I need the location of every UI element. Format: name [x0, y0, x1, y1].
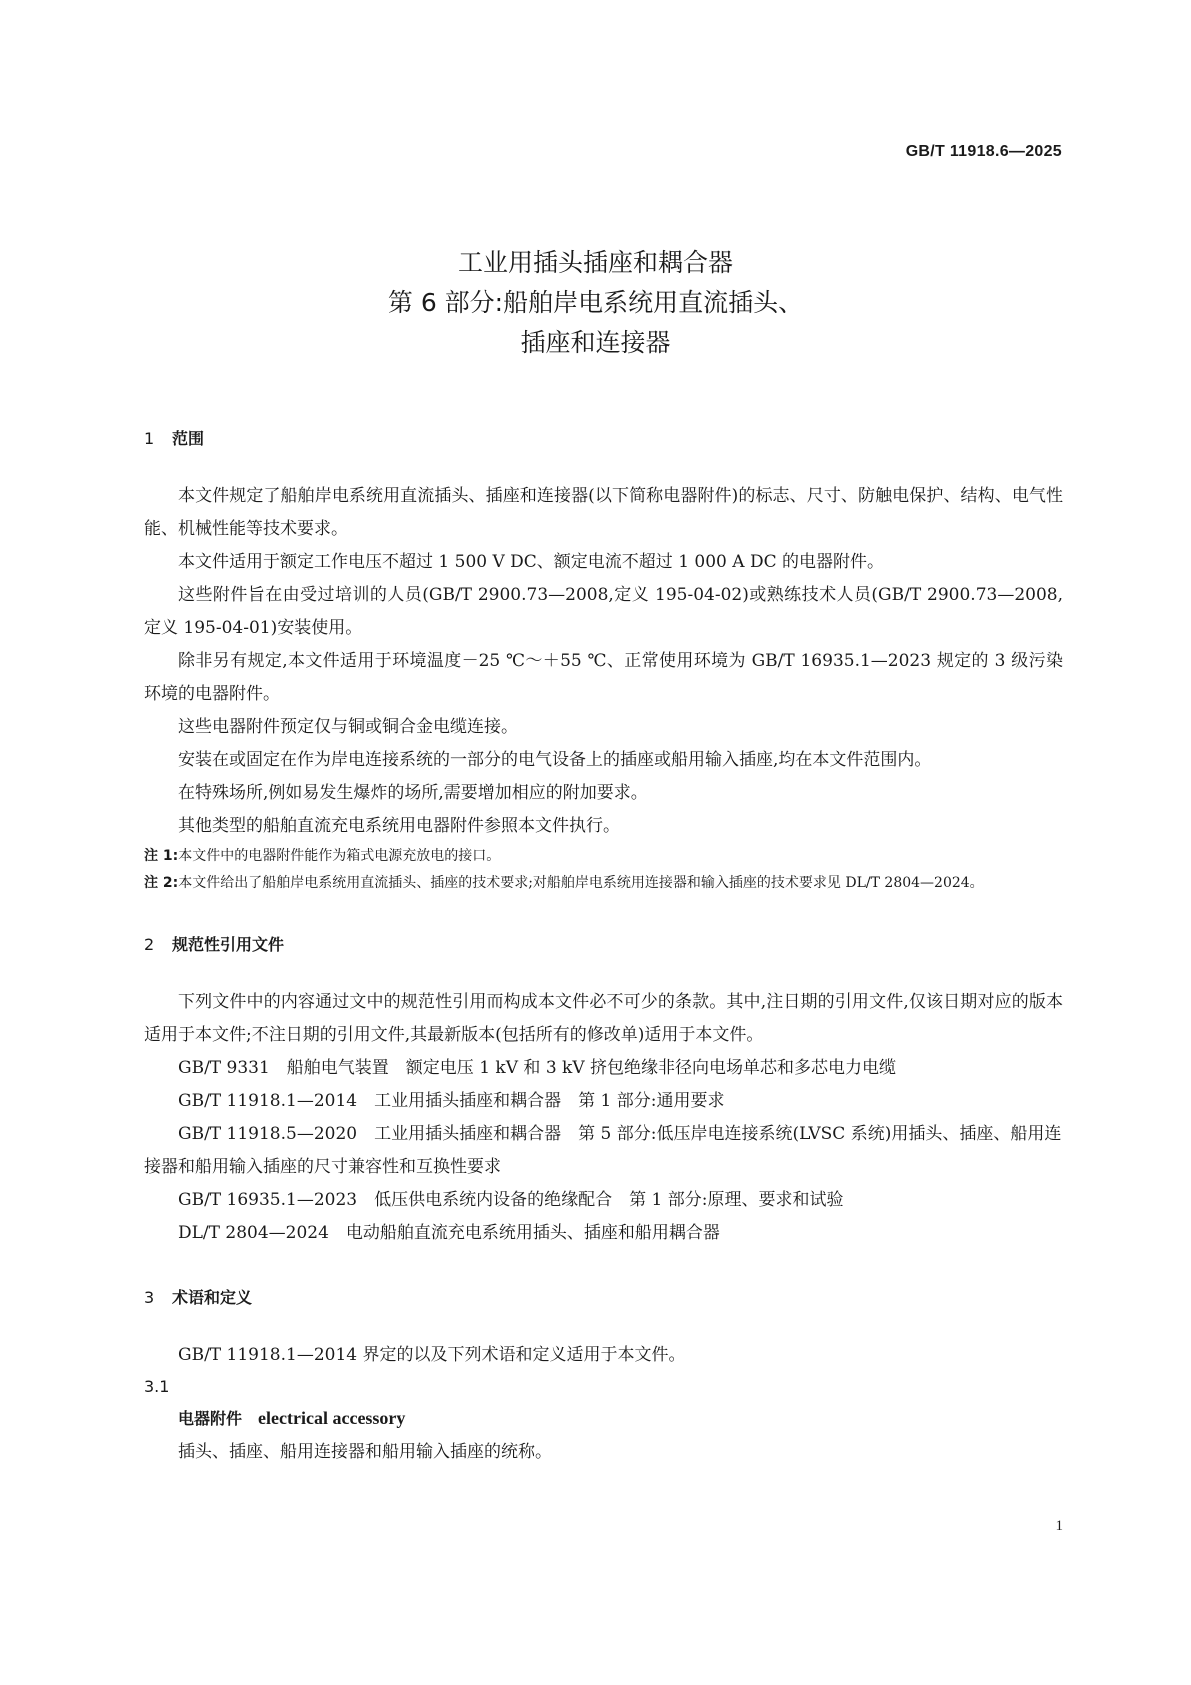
term-entry	[144, 1402, 1063, 1436]
paragraph: 除非另有规定,本文件适用于环境温度－25 ℃～＋55 ℃、正常使用环境为 GB/T 16935.1—2023 规定的 3 级污染环境的电器附件。	[144, 651, 1063, 704]
title-line-2: 第 6 部分:船舶岸电系统用直流插头、	[387, 288, 804, 317]
note-1: 注 1:本文件中的电器附件能作为箱式电源充放电的接口。	[144, 848, 501, 864]
reference-item: GB/T 11918.5—2020 工业用插头插座和耦合器 第 5 部分:低压岸电连接系统(LVSC 系统)用插头、插座、船用连接器和船用输入插座的尺寸兼容性和互换性要求	[144, 1124, 1062, 1177]
page-number: 1	[1055, 1518, 1063, 1534]
reference-item: GB/T 11918.1—2014 工业用插头插座和耦合器 第 1 部分:通用要求	[178, 1091, 725, 1111]
term-number: 3.1	[144, 1377, 170, 1396]
section-heading-terms-definitions: 3 术语和定义	[144, 1288, 253, 1307]
section-heading-normative-references: 2 规范性引用文件	[144, 935, 285, 954]
paragraph: 在特殊场所,例如易发生爆炸的场所,需要增加相应的附加要求。	[178, 783, 648, 803]
paragraph: GB/T 11918.1—2014 界定的以及下列术语和定义适用于本文件。	[178, 1345, 686, 1365]
paragraph: 这些电器附件预定仅与铜或铜合金电缆连接。	[178, 717, 518, 737]
document-title	[0, 243, 1191, 363]
title-line-1: 工业用插头插座和耦合器	[457, 248, 733, 277]
reference-item: GB/T 9331 船舶电气装置 额定电压 1 kV 和 3 kV 挤包绝缘非径向电场单芯和多芯电力电缆	[178, 1058, 897, 1078]
paragraph: 安装在或固定在作为岸电连接系统的一部分的电气设备上的插座或船用输入插座,均在本文件范围内。	[178, 750, 932, 770]
standard-code: GB/T 11918.6—2025	[905, 143, 1062, 160]
term-chinese: 电器附件	[178, 1409, 243, 1428]
term-definition: 插头、插座、船用连接器和船用输入插座的统称。	[178, 1442, 552, 1462]
reference-item: DL/T 2804—2024 电动船舶直流充电系统用插头、插座和船用耦合器	[178, 1223, 720, 1243]
section-heading-scope: 1 范围	[144, 429, 205, 448]
paragraph: 这些附件旨在由受过培训的人员(GB/T 2900.73—2008,定义 195-04-02)或熟练技术人员(GB/T 2900.73—2008,定义 195-04-01)安装使用。	[144, 585, 1063, 638]
note-2: 注 2:本文件给出了船舶岸电系统用直流插头、插座的技术要求;对船舶岸电系统用连接器和输入插座的技术要求见 DL/T 2804—2024。	[144, 875, 984, 891]
paragraph: 本文件适用于额定工作电压不超过 1 500 V DC、额定电流不超过 1 000 A DC 的电器附件。	[178, 552, 884, 572]
paragraph: 其他类型的船舶直流充电系统用电器附件参照本文件执行。	[178, 816, 620, 836]
reference-item: GB/T 16935.1—2023 低压供电系统内设备的绝缘配合 第 1 部分:原理、要求和试验	[178, 1190, 844, 1210]
paragraph: 本文件规定了船舶岸电系统用直流插头、插座和连接器(以下简称电器附件)的标志、尺寸、防触电保护、结构、电气性能、机械性能等技术要求。	[144, 486, 1063, 539]
term-english: electrical accessory	[258, 1408, 406, 1428]
document-body	[144, 428, 1063, 1469]
title-line-3: 插座和连接器	[520, 328, 671, 357]
paragraph: 下列文件中的内容通过文中的规范性引用而构成本文件必不可少的条款。其中,注日期的引用文件,仅该日期对应的版本适用于本文件;不注日期的引用文件,其最新版本(包括所有的修改单)适用于本文件。	[144, 992, 1063, 1045]
